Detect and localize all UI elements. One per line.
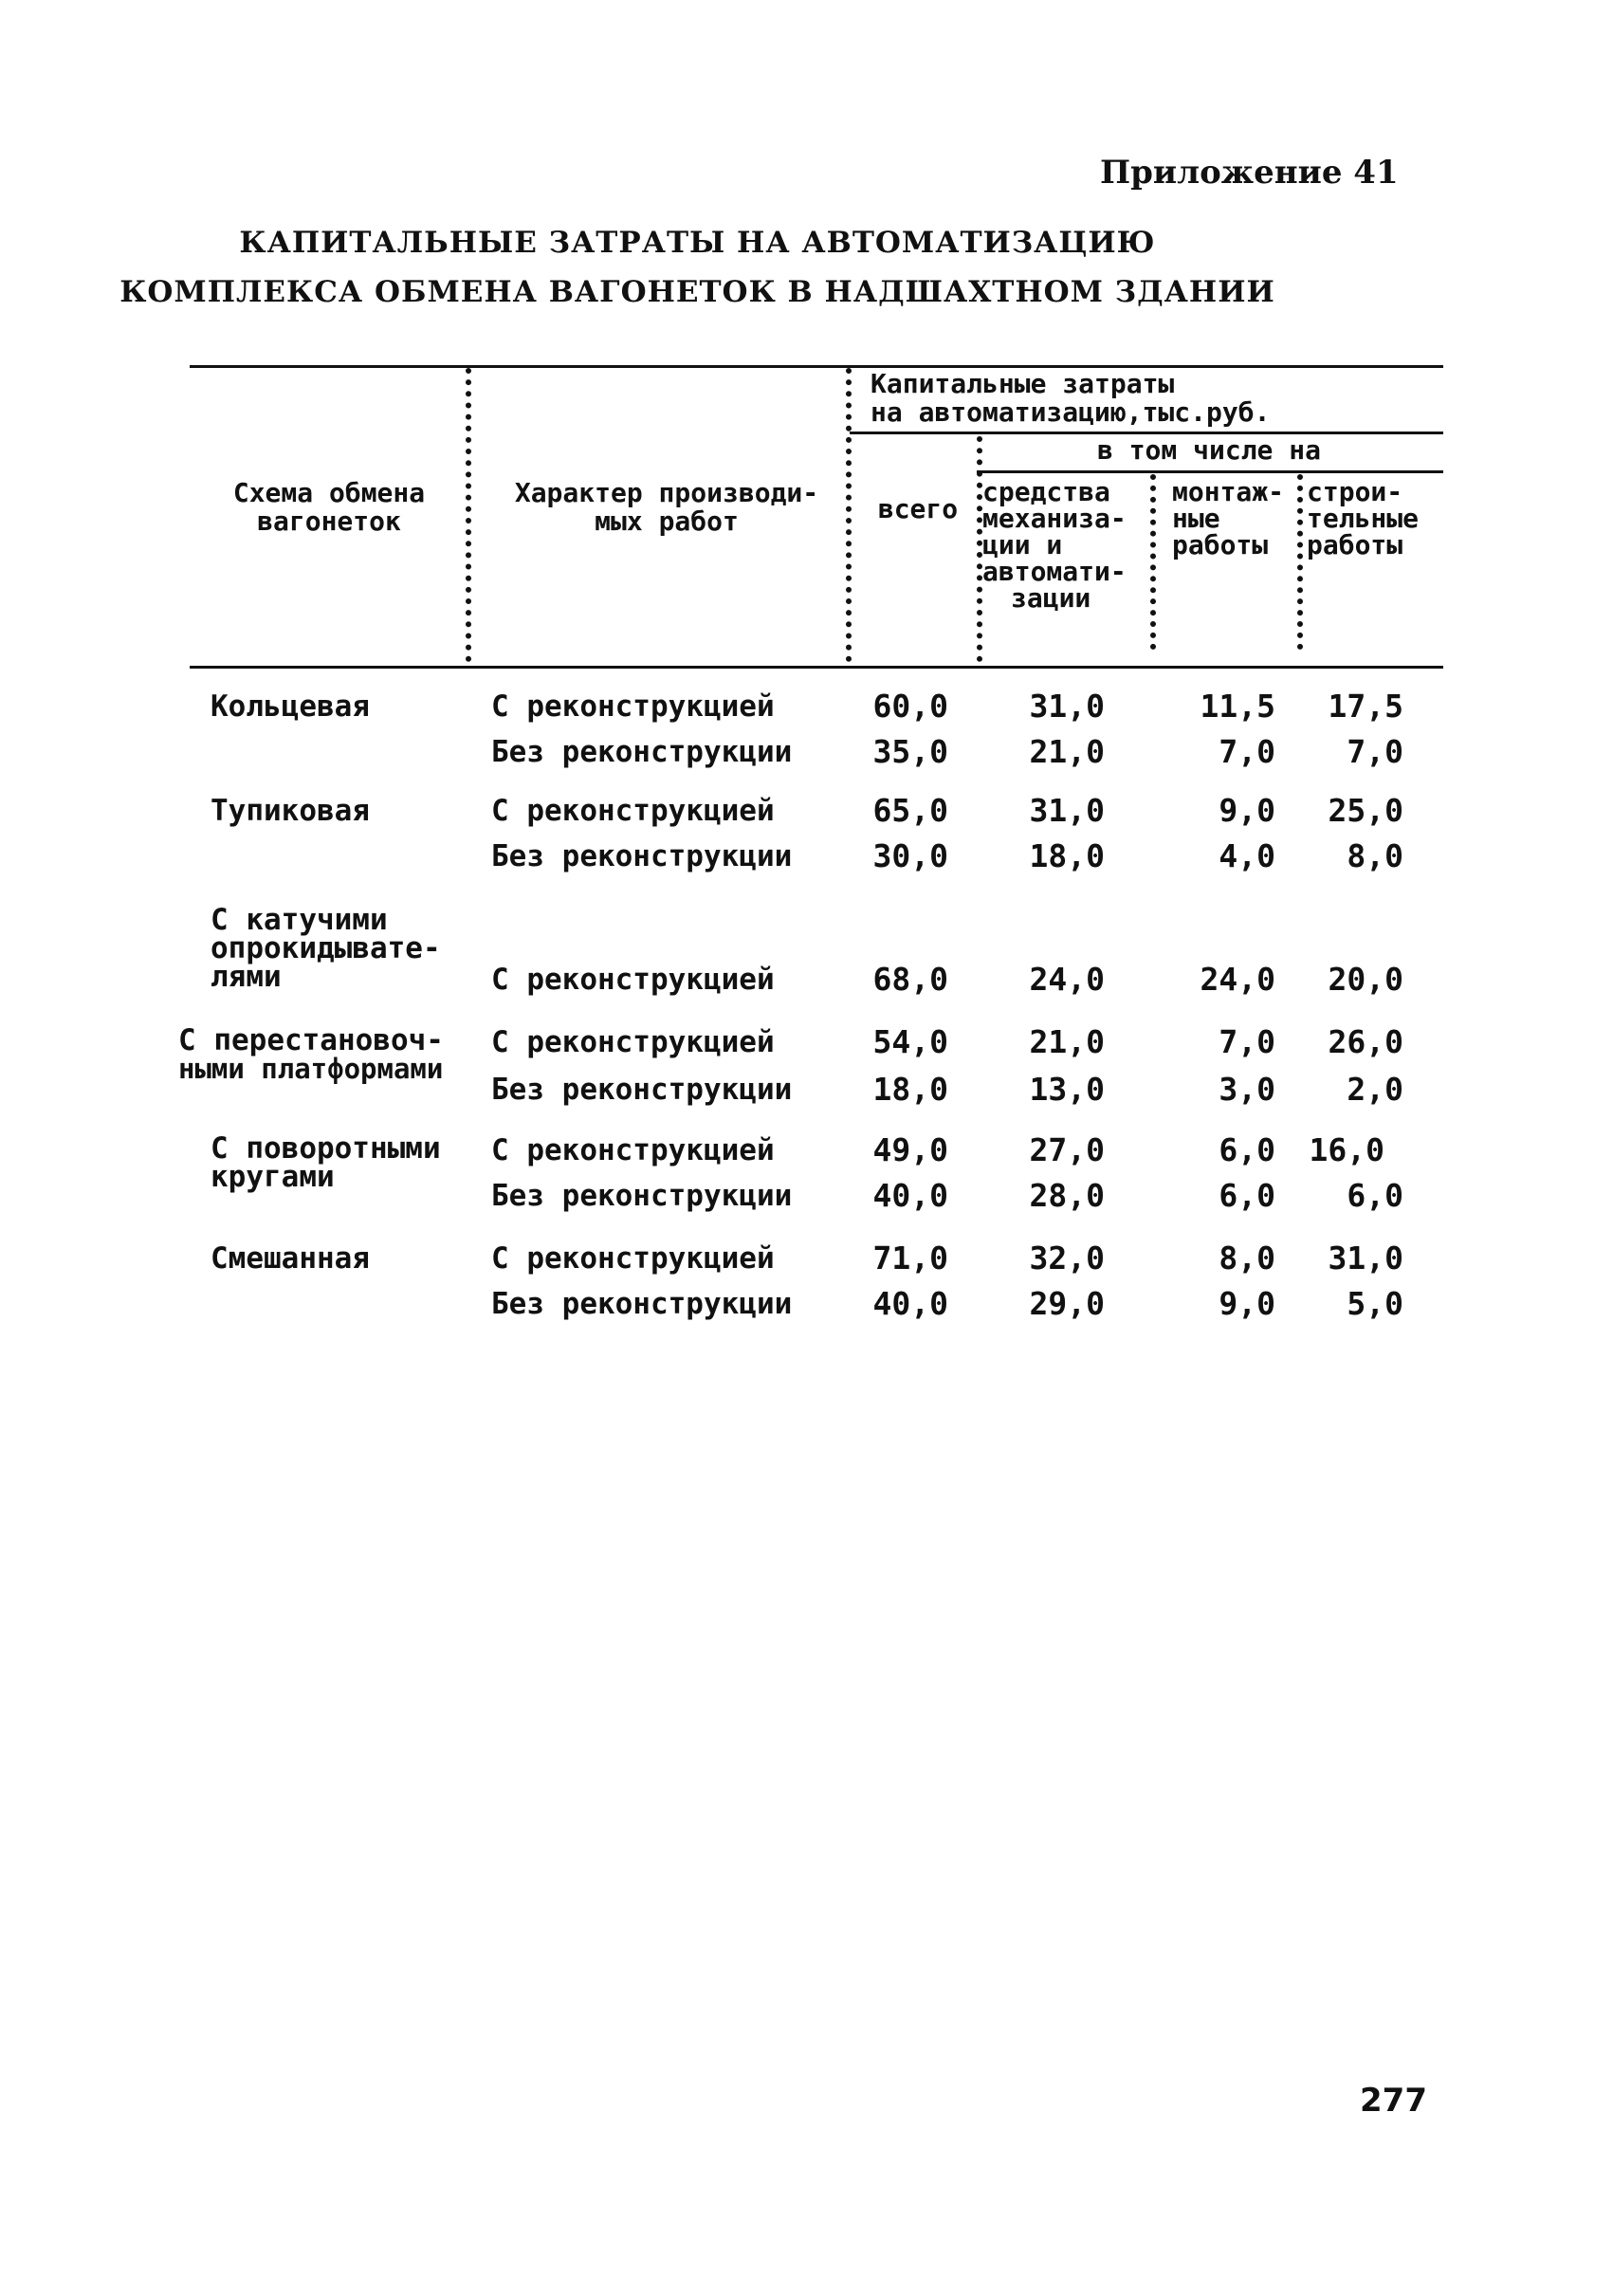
mount-cell: 4,0 (1219, 837, 1275, 874)
mech-cell: 24,0 (1029, 961, 1105, 998)
build-cell: 6,0 (1347, 1177, 1403, 1214)
build-cell: 17,5 (1328, 688, 1403, 725)
mount-cell: 8,0 (1219, 1240, 1275, 1277)
work-cell: Без реконструкции (491, 1179, 793, 1213)
mount-cell: 6,0 (1219, 1177, 1275, 1214)
mount-cell: 9,0 (1219, 792, 1275, 829)
mount-cell: 9,0 (1219, 1285, 1275, 1322)
build-cell: 31,0 (1328, 1240, 1403, 1277)
total-cell: 40,0 (872, 1285, 948, 1322)
build-cell: 16,0 (1309, 1131, 1384, 1168)
total-cell: 30,0 (872, 837, 948, 874)
build-cell: 7,0 (1347, 733, 1403, 770)
work-cell: Без реконструкции (491, 1073, 793, 1107)
document-title-line-1: КАПИТАЛЬНЫЕ ЗАТРАТЫ НА АВТОМАТИЗАЦИЮ (239, 226, 1156, 260)
total-cell: 40,0 (872, 1177, 948, 1214)
table-top-rule (190, 365, 1443, 368)
total-cell: 35,0 (872, 733, 948, 770)
appendix-label: Приложение 41 (1100, 154, 1399, 192)
mech-cell: 27,0 (1029, 1131, 1105, 1168)
build-cell: 20,0 (1328, 961, 1403, 998)
total-cell: 60,0 (872, 688, 948, 725)
work-cell: Без реконструкции (491, 839, 793, 873)
mech-cell: 28,0 (1029, 1177, 1105, 1214)
header-bottom-rule (190, 666, 1443, 669)
work-cell: С реконструкцией (491, 1241, 775, 1276)
build-cell: 2,0 (1347, 1071, 1403, 1108)
scheme-cell: С поворотными кругами (211, 1131, 441, 1194)
build-cell: 5,0 (1347, 1285, 1403, 1322)
total-cell: 54,0 (872, 1023, 948, 1060)
mount-cell: 11,5 (1200, 688, 1275, 725)
document-title-line-2: КОМПЛЕКСА ОБМЕНА ВАГОНЕТОК В НАДШАХТНОМ ЗДАНИИ (119, 275, 1275, 309)
total-cell: 49,0 (872, 1131, 948, 1168)
header-capital: Капитальные затраты на автоматизацию,тыс.руб. (871, 368, 1271, 428)
scheme-cell: Кольцевая (211, 689, 370, 724)
scheme-cell: С перестановоч- ными платформами (178, 1023, 444, 1085)
header-building: строи- тельные работы (1307, 476, 1420, 560)
header-mechanization: средства механиза- ции и автомати- зации (982, 476, 1127, 614)
work-cell: С реконструкцией (491, 689, 775, 724)
build-cell: 8,0 (1347, 837, 1403, 874)
total-cell: 18,0 (872, 1071, 948, 1108)
column-divider-2 (846, 368, 852, 662)
header-scheme: Схема обмена вагонеток (232, 477, 426, 537)
build-cell: 26,0 (1328, 1023, 1403, 1060)
work-cell: С реконструкцией (491, 963, 775, 997)
work-cell: Без реконструкции (491, 1287, 793, 1321)
mount-cell: 24,0 (1200, 961, 1275, 998)
work-cell: С реконструкцией (491, 1133, 775, 1167)
build-cell: 25,0 (1328, 792, 1403, 829)
total-cell: 68,0 (872, 961, 948, 998)
mech-cell: 31,0 (1029, 688, 1105, 725)
scheme-cell: Смешанная (211, 1241, 370, 1276)
work-cell: С реконструкцией (491, 794, 775, 828)
header-total: всего (877, 493, 959, 524)
work-cell: С реконструкцией (491, 1025, 775, 1059)
mount-cell: 7,0 (1219, 1023, 1275, 1060)
mech-cell: 29,0 (1029, 1285, 1105, 1322)
scheme-cell: Тупиковая (211, 794, 370, 828)
mech-cell: 21,0 (1029, 1023, 1105, 1060)
scheme-cell: С катучими опрокидывате- лями (211, 903, 441, 994)
mount-cell: 3,0 (1219, 1071, 1275, 1108)
mech-cell: 32,0 (1029, 1240, 1105, 1277)
total-cell: 71,0 (872, 1240, 948, 1277)
column-divider-1 (466, 368, 471, 662)
header-work: Характер производи- мых работ (514, 477, 819, 537)
mech-cell: 31,0 (1029, 792, 1105, 829)
page-number: 277 (1360, 2082, 1427, 2120)
mount-cell: 7,0 (1219, 733, 1275, 770)
including-header-rule (977, 470, 1443, 473)
total-cell: 65,0 (872, 792, 948, 829)
mount-cell: 6,0 (1219, 1131, 1275, 1168)
header-including: в том числе на (1096, 434, 1321, 466)
work-cell: Без реконструкции (491, 735, 793, 769)
mech-cell: 21,0 (1029, 733, 1105, 770)
mech-cell: 13,0 (1029, 1071, 1105, 1108)
column-divider-4 (1150, 474, 1156, 650)
header-mounting: монтаж- ные работы (1172, 476, 1285, 560)
mech-cell: 18,0 (1029, 837, 1105, 874)
